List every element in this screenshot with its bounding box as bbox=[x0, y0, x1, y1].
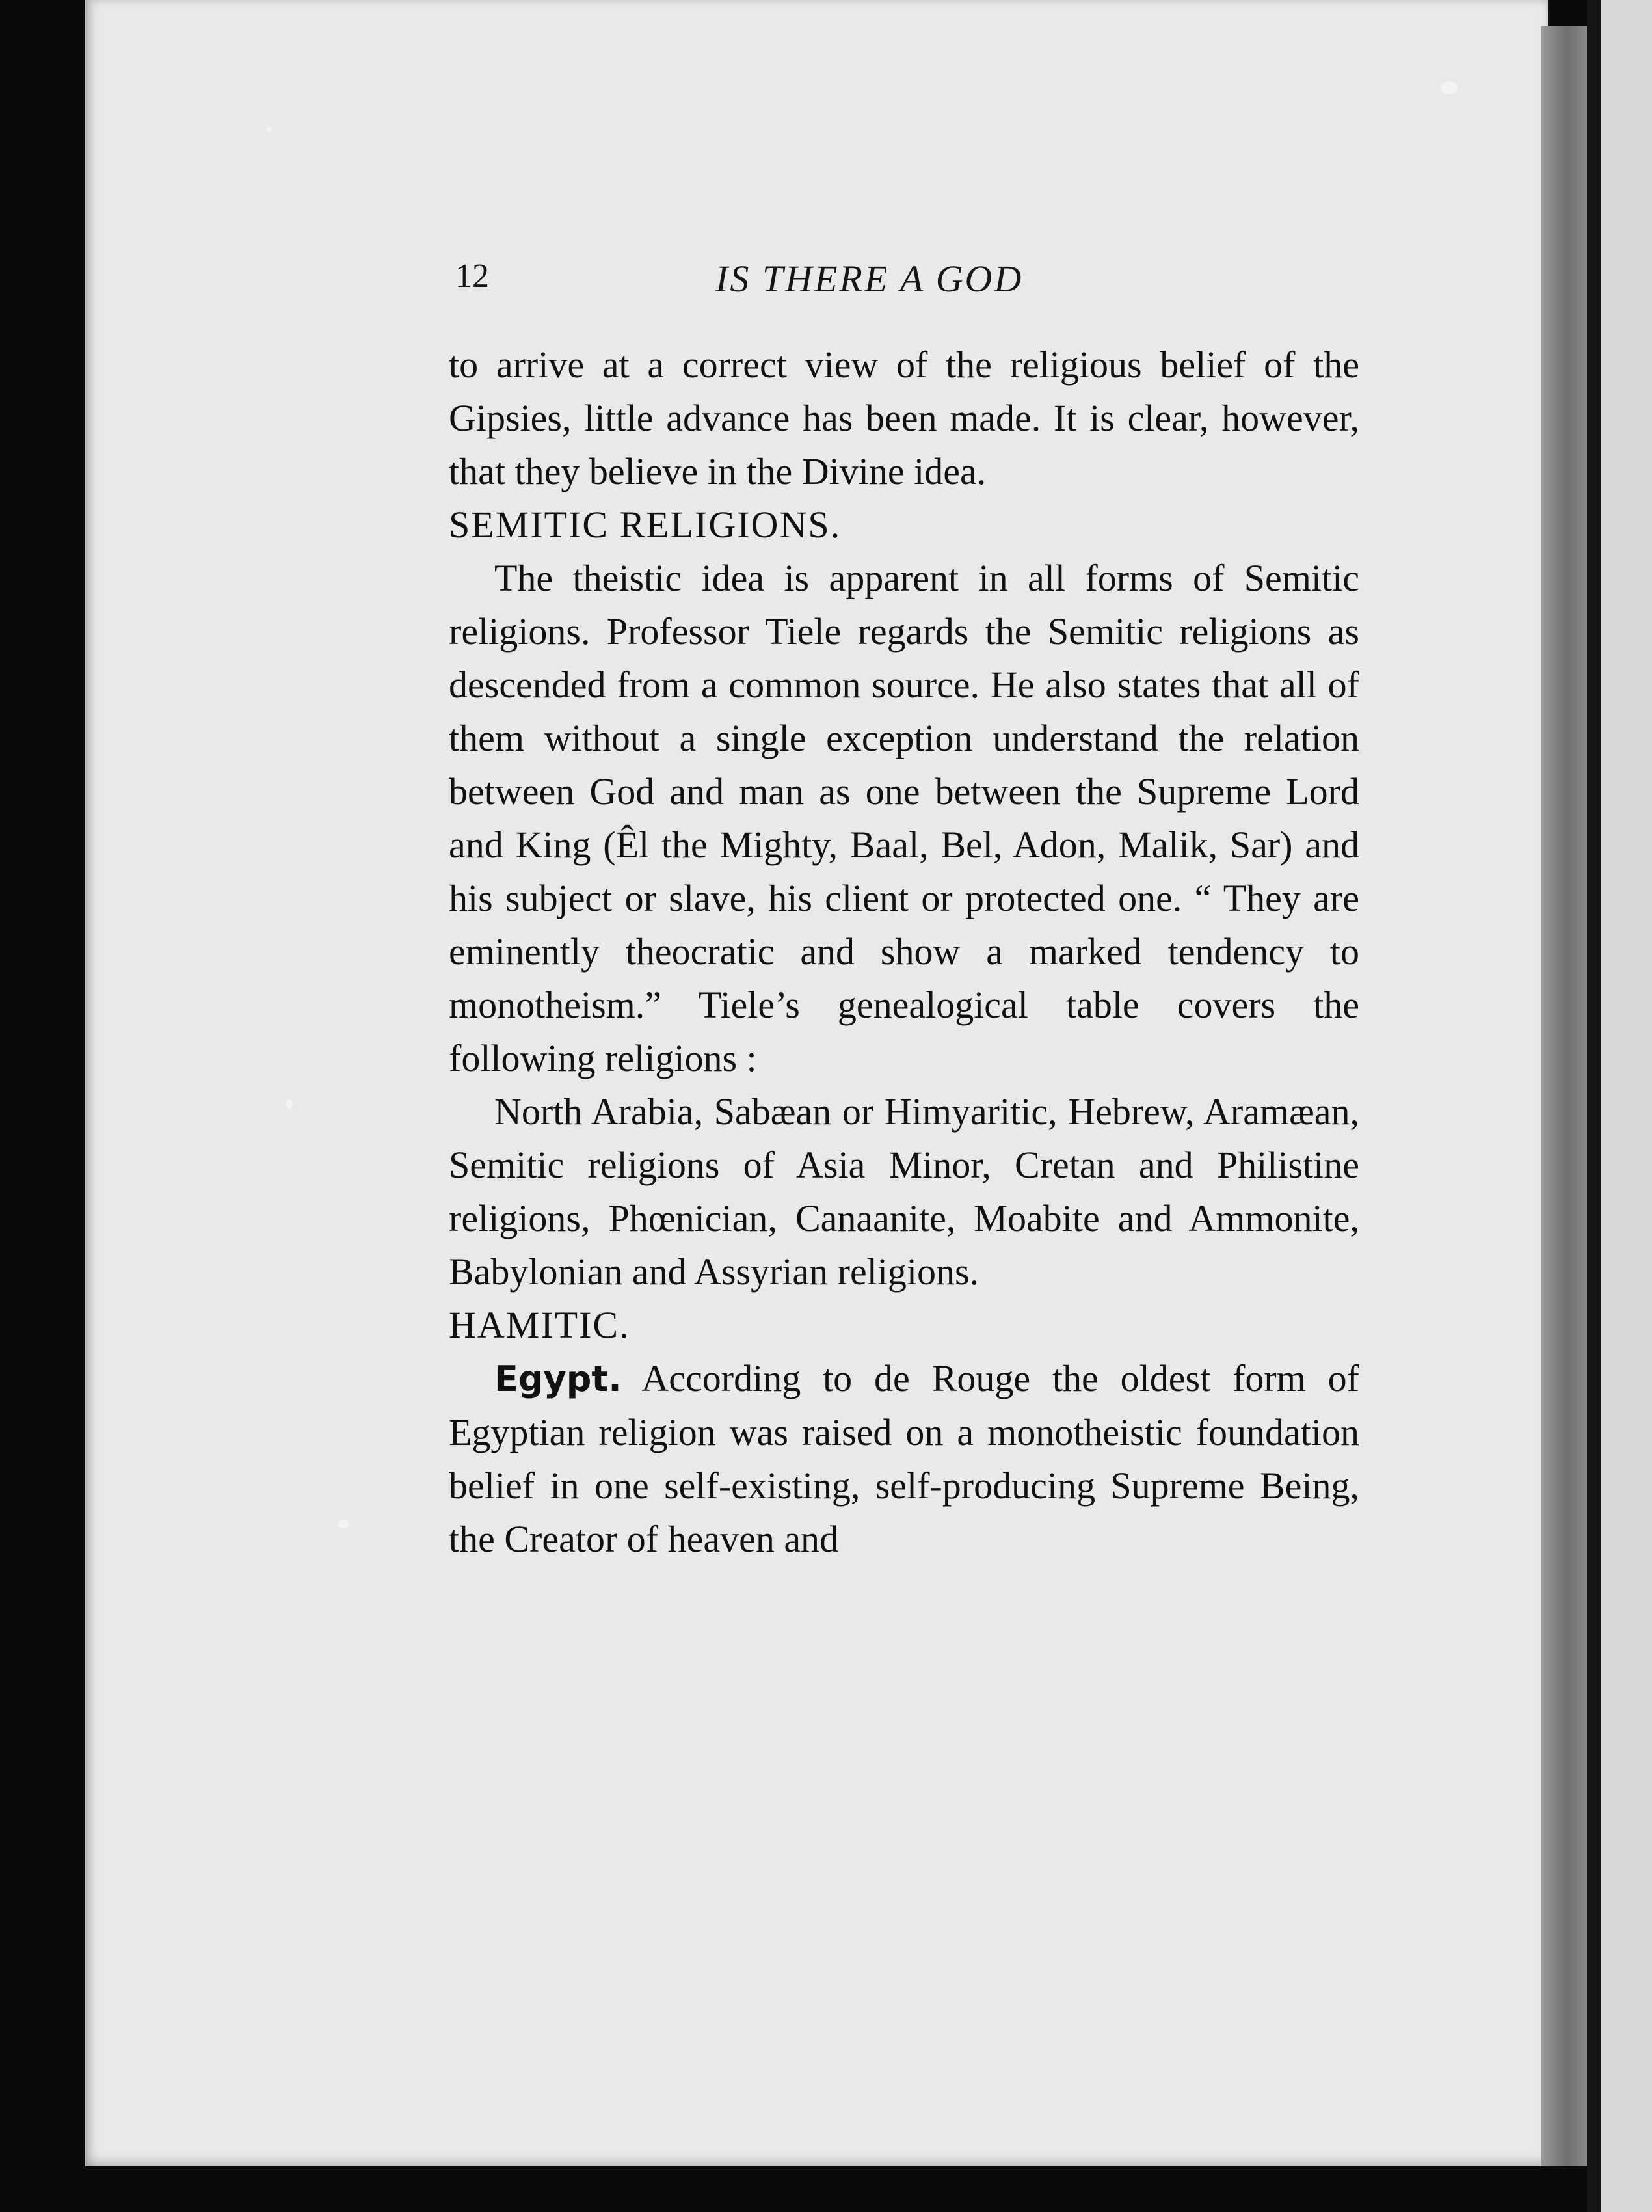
gutter-shadow bbox=[1587, 0, 1601, 2212]
egypt-paragraph-text: According to de Rouge the oldest form of Egyptian religion was raised on a monotheistic foundation belief in one self-existing, self-producing Supreme Being, the Creator of heaven and bbox=[449, 1357, 1359, 1560]
scan-speck bbox=[267, 127, 272, 132]
running-title: IS THERE A GOD bbox=[715, 258, 1024, 300]
scan-speck bbox=[286, 1099, 293, 1109]
page-number: 12 bbox=[455, 258, 489, 295]
section-heading-hamitic: HAMITIC. bbox=[449, 1304, 630, 1346]
scan-speck bbox=[338, 1519, 349, 1528]
intro-paragraph: to arrive at a correct view of the religious belief of the Gipsies, little advance has been made. It is clear, however, that they believe in the Divine idea. bbox=[449, 344, 1359, 492]
page-text bbox=[449, 338, 1359, 1566]
scan-speck bbox=[1441, 81, 1458, 94]
religions-list-paragraph: North Arabia, Sabæan or Himyaritic, Hebrew, Aramæan, Semitic religions of Asia Minor, Cretan and Philistine religions, Phœnician, Canaanite, Moabite and Ammonite, Babylonian and Assyrian religions. bbox=[449, 1090, 1359, 1293]
semitic-paragraph: The theistic idea is apparent in all forms of Semitic religions. Professor Tiele regards the Semitic religions as descended from a common source. He also states that all of them without a single exception understand the relation between God and man as one between the Supreme Lord and King (Êl the Mighty, Baal, Bel, Adon, Malik, Sar) and his subject or slave, his client or protected one. “ They are eminently theocratic and show a marked tendency to monotheism.” Tiele’s genealogical table covers the following religions : bbox=[449, 557, 1359, 1079]
section-heading-semitic: SEMITIC RELIGIONS. bbox=[449, 504, 842, 546]
egypt-paragraph bbox=[449, 1352, 1359, 1566]
book-spine-gutter bbox=[1541, 26, 1587, 2166]
running-head bbox=[455, 257, 1145, 309]
egypt-lead-word: Egypt. bbox=[494, 1358, 622, 1399]
